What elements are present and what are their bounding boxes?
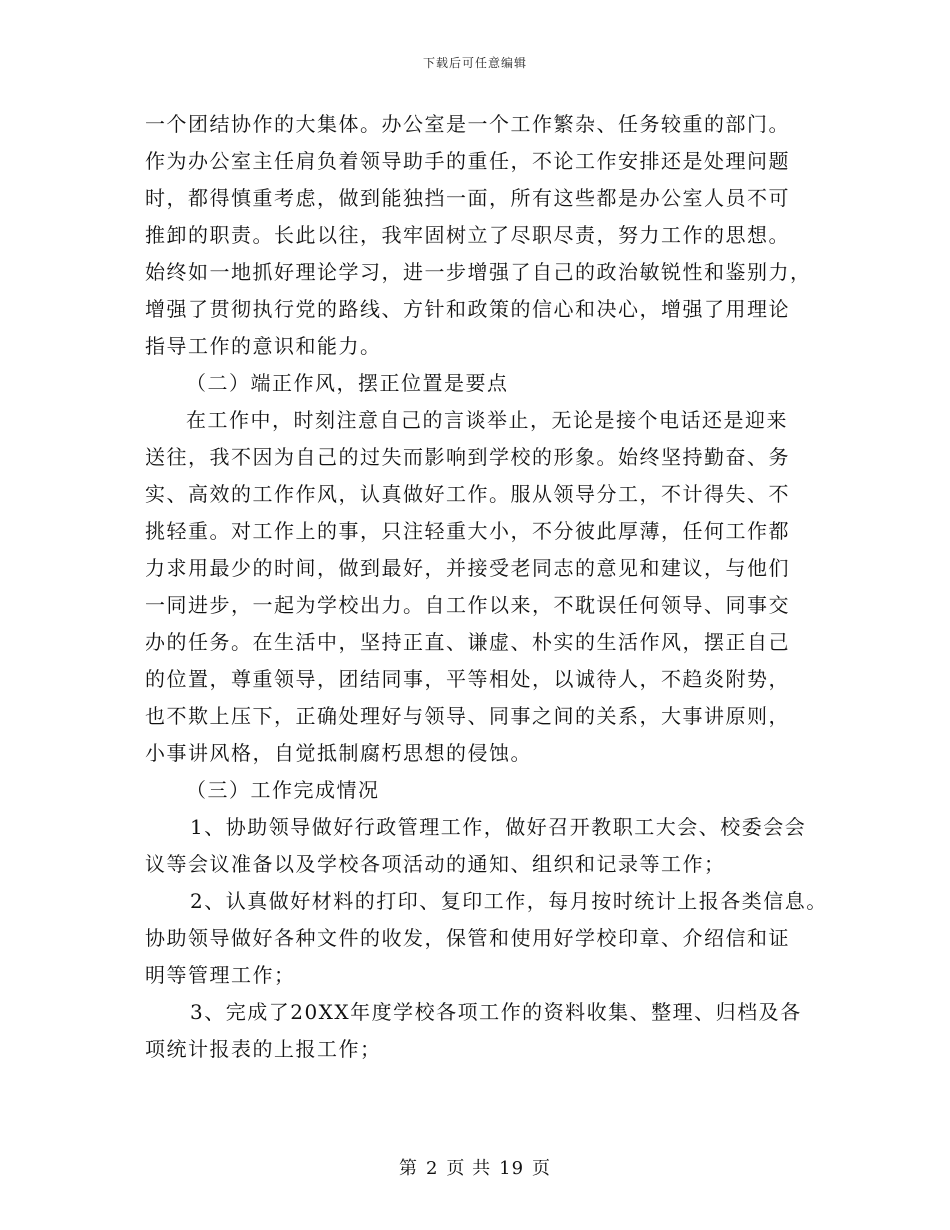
paragraph-line: 增强了贯彻执行党的路线、方针和政策的信心和决心，增强了用理论 [145,297,790,321]
footer-prefix: 第 [398,1158,418,1179]
total-page-count: 19 [499,1158,525,1179]
list-item-line: 明等管理工作； [145,963,296,987]
page-header-note: 下载后可任意编辑 [422,56,527,70]
paragraph-line: 小事讲风格，自觉抵制腐朽思想的侵蚀。 [145,741,532,765]
paragraph-line: 实、高效的工作作风，认真做好工作。服从领导分工，不计得失、不 [145,482,790,506]
paragraph-line: 始终如一地抓好理论学习，进一步增强了自己的政治敏锐性和鉴别力， [145,260,812,284]
page-number-footer [0,1154,950,1180]
footer-middle: 页 共 [446,1158,492,1179]
paragraph-line: 力求用最少的时间，做到最好，并接受老同志的意见和建议，与他们 [145,556,790,580]
section-heading: （二）端正作风，摆正位置是要点 [186,371,509,395]
paragraph-line: 推卸的职责。长此以往，我牢固树立了尽职尽责，努力工作的思想。 [145,223,790,247]
list-item-line: 协助领导做好各种文件的收发，保管和使用好学校印章、介绍信和证 [145,926,790,950]
paragraph-line: 送往，我不因为自己的过失而影响到学校的形象。始终坚持勤奋、务 [145,445,790,469]
list-item-line: 2、认真做好材料的打印、复印工作，每月按时统计上报各类信息。 [190,889,828,913]
paragraph-line: 时，都得慎重考虑，做到能独挡一面，所有这些都是办公室人员不可 [145,186,790,210]
paragraph-line: 在工作中，时刻注意自己的言谈举止，无论是接个电话还是迎来 [186,408,788,432]
paragraph-line: 一个团结协作的大集体。办公室是一个工作繁杂、任务较重的部门。 [145,112,790,136]
paragraph-line: 指导工作的意识和能力。 [145,334,382,358]
paragraph-line: 挑轻重。对工作上的事，只注轻重大小，不分彼此厚薄，任何工作都 [145,519,790,543]
paragraph-line: 一同进步，一起为学校出力。自工作以来，不耽误任何领导、同事交 [145,593,790,617]
paragraph-line: 办的任务。在生活中，坚持正直、谦虚、朴实的生活作风，摆正自己 [145,630,790,654]
list-item-line: 3、完成了20XX年度学校各项工作的资料收集、整理、归档及各 [190,1000,802,1024]
paragraph-line: 也不欺上压下，正确处理好与领导、同事之间的关系，大事讲原则， [145,704,790,728]
current-page-number: 2 [425,1158,439,1179]
paragraph-line: 的位置，尊重领导，团结同事，平等相处，以诚待人，不趋炎附势， [145,667,790,691]
paragraph-line: 作为办公室主任肩负着领导助手的重任，不论工作安排还是处理问题 [145,149,790,173]
list-item-line: 项统计报表的上报工作； [145,1037,382,1061]
footer-suffix: 页 [532,1158,552,1179]
list-item-line: 1、协助领导做好行政管理工作，做好召开教职工大会、校委会会 [190,815,807,839]
list-item-line: 议等会议准备以及学校各项活动的通知、组织和记录等工作； [145,852,726,876]
section-heading: （三）工作完成情况 [186,778,380,802]
